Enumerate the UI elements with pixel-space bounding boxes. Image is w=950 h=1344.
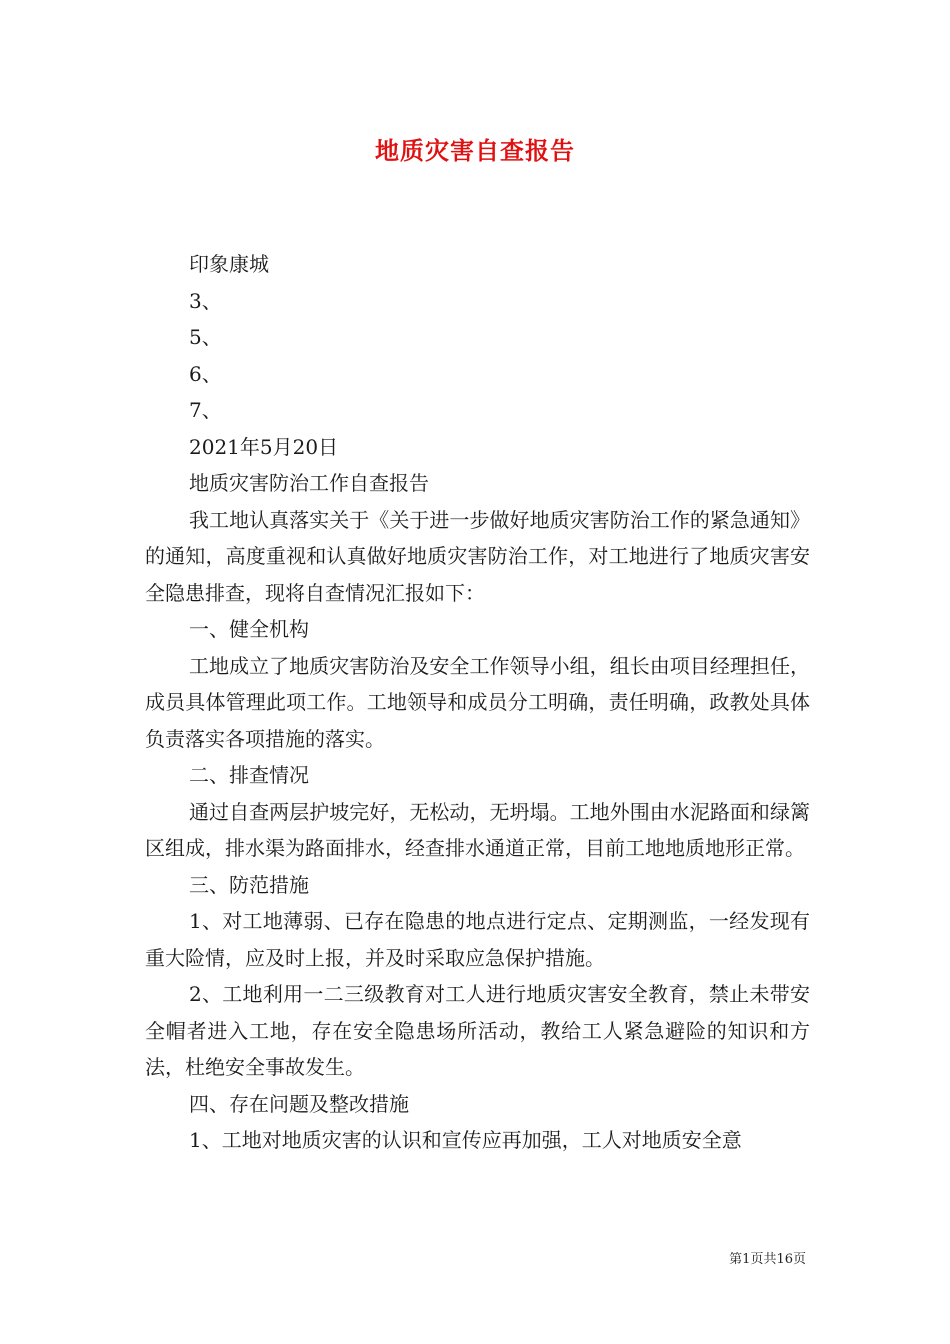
paragraph-issue-1: 1、工地对地质灾害的认识和宣传应再加强，工人对地质安全意 — [189, 1128, 742, 1152]
paragraph-organization: 工地成立了地质灾害防治及安全工作领导小组，组长由项目经理担任，成员具体管理此项工作。工地领导和成员分工明确，责任明确，政教处具体负责落实各项措施的落实。 — [145, 653, 810, 751]
section-heading-4: 四、存在问题及整改措施 — [189, 1091, 409, 1116]
paragraph-measure-1: 1、对工地薄弱、已存在隐患的地点进行定点、定期测监，一经发现有重大险情，应及时上报，并及时采取应急保护措施。 — [145, 909, 810, 970]
document-title: 地质灾害自查报告 — [375, 136, 575, 165]
paragraph-inspection: 通过自查两层护坡完好，无松动，无坍塌。工地外围由水泥路面和绿篱区组成，排水渠为路面排水，经查排水通道正常，目前工地地质地形正常。 — [145, 799, 810, 860]
text-line-project-name: 印象康城 — [189, 252, 269, 276]
paragraph-intro: 我工地认真落实关于《关于进一步做好地质灾害防治工作的紧急通知》的通知，高度重视和认真做好地质灾害防治工作，对工地进行了地质灾害安全隐患排查，现将自查情况汇报如下： — [145, 507, 810, 605]
text-line-date: 2021年5月20日 — [189, 434, 339, 459]
text-line-item-5: 5、 — [189, 325, 222, 349]
page-number-footer: 第1页共16页 — [729, 1252, 806, 1267]
text-line-item-7: 7、 — [189, 398, 222, 422]
text-line-subtitle: 地质灾害防治工作自查报告 — [189, 471, 429, 495]
paragraph-measure-2: 2、工地利用一二三级教育对工人进行地质灾害安全教育，禁止未带安全帽者进入工地，存在安全隐患场所活动，教给工人紧急避险的知识和方法，杜绝安全事故发生。 — [145, 982, 810, 1079]
section-heading-1: 一、健全机构 — [189, 617, 309, 641]
document-body — [145, 246, 810, 1159]
text-line-item-6: 6、 — [189, 361, 222, 386]
section-heading-3: 三、防范措施 — [189, 872, 309, 897]
text-line-item-3: 3、 — [189, 288, 222, 313]
section-heading-2: 二、排查情况 — [189, 763, 309, 787]
